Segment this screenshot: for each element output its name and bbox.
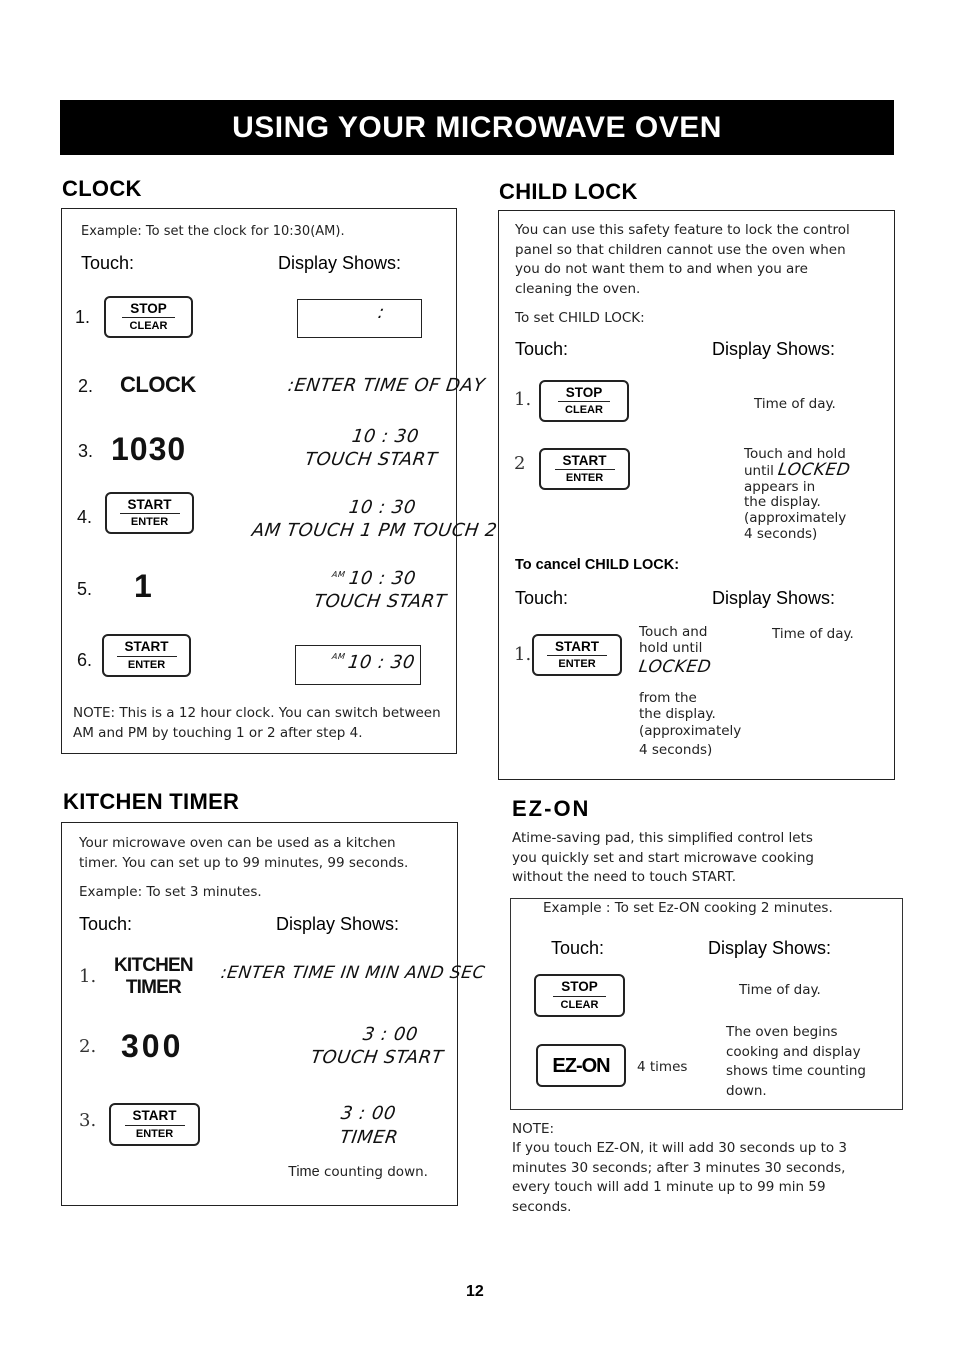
clock-display-time: 10 : 30 [347,568,418,589]
kitchen-display-timer: TIMER [338,1127,400,1148]
ez-on-touch-header: Touch: [551,938,605,958]
clock-touch-header: Touch: [81,253,135,273]
ez-on-times: 4 times [637,1059,688,1075]
start-enter-button[interactable] [532,634,622,676]
child-lock-display-header: Display Shows: [712,339,836,359]
ez-on-title: EZ-ON [512,796,591,821]
instruction-line: 4 seconds) [744,525,818,542]
page-banner [60,100,894,155]
button-label-top: START [117,640,177,657]
child-lock-cancel-label: To cancel CHILD LOCK: [515,557,680,573]
kitchen-display-time: 3 : 00 [361,1024,420,1045]
ez-on-example: Example : To set Ez-ON cooking 2 minutes. [543,900,833,916]
kitchen-timer-box [61,822,458,1206]
clock-display-enter-time: :ENTER TIME OF DAY [286,375,487,396]
clock-title: CLOCK [62,176,142,201]
button-label-top: STOP [553,980,606,997]
instruction-line: (approximately [639,723,742,739]
page-number: 12 [466,1283,484,1300]
button-label-top: START [125,1109,185,1126]
child-lock-touch-header: Touch: [515,339,569,359]
start-enter-button[interactable] [102,634,191,677]
am-indicator: AM [331,652,347,661]
child-lock-cancel-instructions [639,624,741,760]
child-lock-step-1-number: 1. [514,389,532,410]
child-lock-cancel-display-header: Display Shows: [712,588,836,608]
am-indicator: AM [331,570,347,579]
button-label-top: START [120,498,180,515]
key-line-2: TIMER [125,977,181,998]
child-lock-display-time-of-day: Time of day. [754,396,836,412]
number-keys-1030[interactable]: 1030 [111,431,187,467]
locked-display: LOCKED [637,657,713,677]
key-line-1: KITCHEN [114,955,193,976]
button-label: EZ-ON [552,1054,610,1077]
kitchen-display-enter-time: :ENTER TIME IN MIN AND SEC [219,963,487,983]
clock-step-1-number: 1. [75,307,91,327]
clock-display-blank [297,299,422,338]
button-label-bottom: CLEAR [565,404,603,417]
kitchen-step-1-number: 1. [79,966,97,987]
button-label-bottom: CLEAR [560,998,599,1011]
number-key-1[interactable]: 1 [134,568,152,604]
child-lock-set-label: To set CHILD LOCK: [515,310,645,326]
kitchen-timer-footer [288,1163,428,1183]
button-label-bottom: ENTER [135,1127,174,1140]
instruction-line: (approximately [744,510,847,527]
button-label-bottom: CLEAR [129,320,168,333]
clock-example: Example: To set the clock for 10:30(AM). [81,224,345,239]
instruction-line: 4 seconds) [639,742,713,758]
child-lock-intro: You can use this safety feature to lock the control panel so that children cannot use the oven when you do not want them to and when you are cleaning the oven. [515,222,850,297]
button-label-bottom: ENTER [565,472,604,485]
ez-on-note-label: NOTE: [512,1121,555,1137]
clock-step-6-number: 6. [77,650,93,670]
kitchen-display-touch-start: TOUCH START [309,1047,445,1068]
button-label-top: STOP [558,386,611,403]
clock-display-touch-start: TOUCH START [303,449,439,470]
kitchen-step-3-number: 3. [79,1110,97,1131]
instruction-line: hold until [639,640,703,656]
kitchen-timer-touch-header: Touch: [79,914,133,934]
child-lock-hold-instructions [744,447,850,543]
stop-clear-button[interactable] [534,974,625,1017]
clock-display-am-pm: AM TOUCH 1 PM TOUCH 2 [250,520,499,541]
ez-on-button[interactable] [536,1044,626,1087]
kitchen-timer-key[interactable] [114,955,193,999]
ez-on-note: If you touch EZ-ON, it will add 30 seconds up to 3 minutes 30 seconds; after 3 minutes 30 seconds, every touch will add 1 minute up to 99 min 59 seconds. [512,1140,848,1215]
instruction-line: the display. [639,706,716,722]
kitchen-timer-intro: Your microwave oven can be used as a kitchen timer. You can set up to 99 minutes, 99 seconds. [79,835,409,871]
number-keys-300[interactable]: 300 [121,1028,184,1064]
start-enter-button[interactable] [109,1103,200,1146]
ez-on-display-cooking: The oven begins cooking and display shows time counting down. [726,1024,866,1099]
locked-display: LOCKED [776,459,852,480]
clock-key[interactable]: CLOCK [120,372,196,397]
footer-word: Time [288,1164,320,1180]
clock-display-touch-start: TOUCH START [312,591,448,612]
instruction-line: from the [639,690,697,706]
kitchen-timer-title: KITCHEN TIMER [63,789,240,814]
ez-on-intro: Atime-saving pad, this simplified control lets you quickly set and start microwave cooking without the need to touch START. [512,830,814,885]
clock-display-final [295,645,421,685]
ez-on-display-header: Display Shows: [708,938,832,958]
child-lock-cancel-touch-header: Touch: [515,588,569,608]
button-label-top: START [555,454,615,471]
button-label-bottom: ENTER [558,658,596,671]
clock-step-3-number: 3. [78,441,94,461]
button-label-top: START [547,640,607,657]
child-lock-cancel-step-1-number: 1. [514,644,532,665]
kitchen-display-time: 3 : 00 [339,1103,398,1124]
stop-clear-button[interactable] [104,296,193,338]
clock-display-time: 10 : 30 [350,426,421,447]
instruction-line: Touch and [639,624,708,640]
instruction-line: until [744,462,774,479]
button-label-bottom: ENTER [130,516,169,529]
child-lock-title: CHILD LOCK [499,179,638,204]
kitchen-timer-display-header: Display Shows: [276,914,400,934]
instruction-line: Touch and hold [744,446,846,462]
clock-display-time: 10 : 30 [347,497,418,518]
display-time: 10 : 30 [346,652,417,673]
start-enter-button[interactable] [105,492,194,534]
footer-rest: counting down. [319,1164,428,1180]
stop-clear-button[interactable] [539,380,629,422]
display-colon: : [376,302,387,323]
instruction-line: the display. [744,494,821,511]
child-lock-cancel-display: Time of day. [772,626,854,642]
clock-step-5-number: 5. [77,579,93,599]
page-title: USING YOUR MICROWAVE OVEN [232,110,722,144]
start-enter-button[interactable] [539,448,630,490]
kitchen-timer-example: Example: To set 3 minutes. [79,884,262,900]
kitchen-step-2-number: 2. [79,1036,97,1057]
child-lock-step-2-number: 2 [514,453,526,474]
instruction-line: appears in [744,478,816,495]
clock-display-header: Display Shows: [278,253,402,273]
clock-note: NOTE: This is a 12 hour clock. You can switch between AM and PM by touching 1 or 2 after step 4. [73,705,441,741]
button-label-bottom: ENTER [127,658,166,671]
ez-on-display-time-of-day: Time of day. [739,982,821,998]
clock-step-4-number: 4. [77,507,93,527]
clock-step-2-number: 2. [78,376,94,396]
button-label-top: STOP [122,302,175,319]
